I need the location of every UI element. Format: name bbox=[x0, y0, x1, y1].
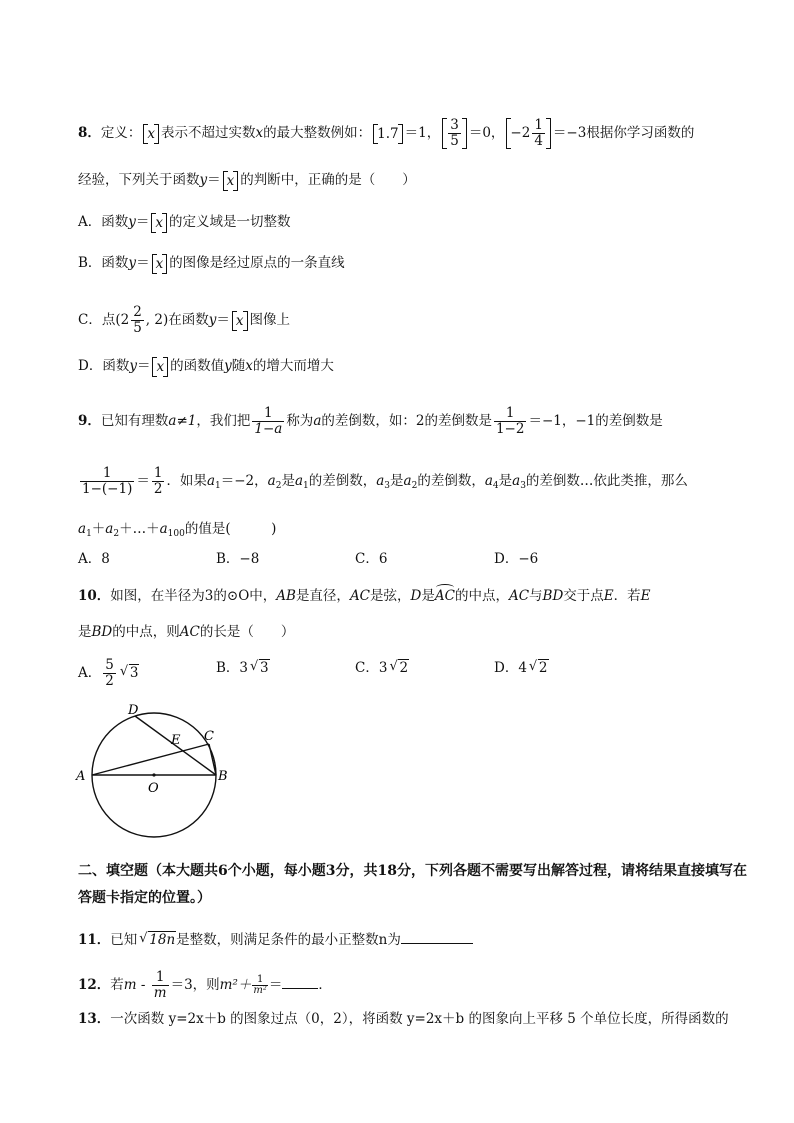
label-e: E bbox=[171, 733, 181, 748]
section-2-heading: 二、填空题（本大题共6个小题，每小题3分，共18分，下列各题不需要写出解答过程，请将结果直接填写在答题卡指定的位置。） bbox=[78, 863, 747, 906]
q9-option-a[interactable]: A．8 bbox=[78, 551, 110, 567]
q12-number: 12． bbox=[78, 977, 111, 993]
q10-option-a[interactable]: A． $\frac{5}{2}$ √ 3 bbox=[78, 657, 139, 689]
q11-line: 11．已知 √ 18n是整数，则满足条件的最小正整数n为 bbox=[78, 929, 754, 950]
q8-option-a[interactable]: A．函数y＝ x 的定义域是一切整数 bbox=[78, 214, 291, 231]
q9-option-c[interactable]: C．6 bbox=[355, 551, 388, 567]
q13-line: 13．一次函数 y=2x＋b 的图象过点（0，2），将函数 y=2x＋b 的图象向上平移 5 个单位长度，所得函数的 bbox=[78, 1011, 729, 1027]
q8-option-d[interactable]: D．函数y＝ x 的函数值y随x的增大而增大 bbox=[78, 358, 334, 375]
floor-bracket: x bbox=[143, 124, 159, 144]
q9-line-3: $a_1+a_2+\dots+a_{100}$的值是( ) bbox=[78, 521, 277, 539]
label-a: A bbox=[76, 769, 86, 784]
q8-number: 8． bbox=[78, 125, 101, 141]
q9-line-1: 9．已知有理数a≠1，我们把 $\frac{1}{1-a}$ 称为a的差倒数，如：2的差倒数是 $\frac{1}{1-2}$ ＝−1，−1的差倒数是 bbox=[78, 405, 663, 437]
label-o: O bbox=[148, 781, 159, 796]
q9-line-2: $\frac{1}{1-(-1)}$ ＝ $\frac{1}{2}$ ．如果$a_1=-2$，$a_2$是$a_1$的差倒数，$a_3$是$a_2$的差倒数，$a_4$是$a_3$的差倒数…依此类推，那么 bbox=[82, 465, 688, 497]
q8-line-1: 8．定义： x 表示不超过实数x的最大整数例如： 1.7 ＝1， $\frac{3}{5}$ ＝0， −2 $\frac{1}{4}$ ＝−3根据你学习函数的 bbox=[78, 117, 695, 149]
label-d: D bbox=[128, 703, 139, 718]
q10-number: 10． bbox=[78, 588, 111, 604]
chord-ac bbox=[92, 744, 209, 775]
floor-example-2: $\frac{3}{5}$ bbox=[442, 118, 467, 149]
q9-option-d[interactable]: D．−6 bbox=[494, 551, 539, 567]
floor-example-1: 1.7 bbox=[373, 124, 402, 144]
q13-number: 13． bbox=[78, 1011, 111, 1027]
q10-option-c[interactable]: C．3 √ 2 bbox=[355, 659, 409, 676]
label-b: B bbox=[218, 769, 228, 784]
floor-example-3: −2 $\frac{1}{4}$ bbox=[506, 118, 551, 149]
q10-line-2: 是BD的中点，则AC的长是（ ） bbox=[78, 624, 295, 640]
q10-option-d[interactable]: D．4 √ 2 bbox=[494, 659, 548, 676]
q8-option-b[interactable]: B．函数y＝ x 的图像是经过原点的一条直线 bbox=[78, 255, 345, 272]
q8-line-2: 经验，下列关于函数y＝ x 的判断中，正确的是（ ） bbox=[78, 172, 416, 189]
q11-answer-blank[interactable] bbox=[401, 929, 473, 944]
label-c: C bbox=[204, 729, 214, 744]
q8-option-c[interactable]: C．点(2 $\frac{2}{5}$ , 2)在函数y＝ x 图像上 bbox=[78, 304, 291, 336]
arc-ac: AC bbox=[434, 588, 455, 604]
q11-number: 11． bbox=[78, 932, 111, 948]
q9-option-b[interactable]: B．−8 bbox=[216, 551, 260, 567]
q10-line-1: 10．如图，在半径为3的⊙O中，AB是直径，AC是弦，D是AC的中点，AC与BD交于点E．若E bbox=[78, 588, 651, 604]
center-point bbox=[152, 773, 155, 776]
q10-circle-figure bbox=[72, 700, 252, 850]
q9-number: 9． bbox=[78, 413, 101, 429]
q10-option-b[interactable]: B．3 √ 3 bbox=[216, 659, 269, 676]
q12-answer-blank[interactable] bbox=[282, 974, 318, 989]
q12-line: 12．若m - $\frac{1}{m}$ ＝3，则m²＋ $\frac{1}{\text{m²}}$ ＝ ． bbox=[78, 969, 332, 1001]
